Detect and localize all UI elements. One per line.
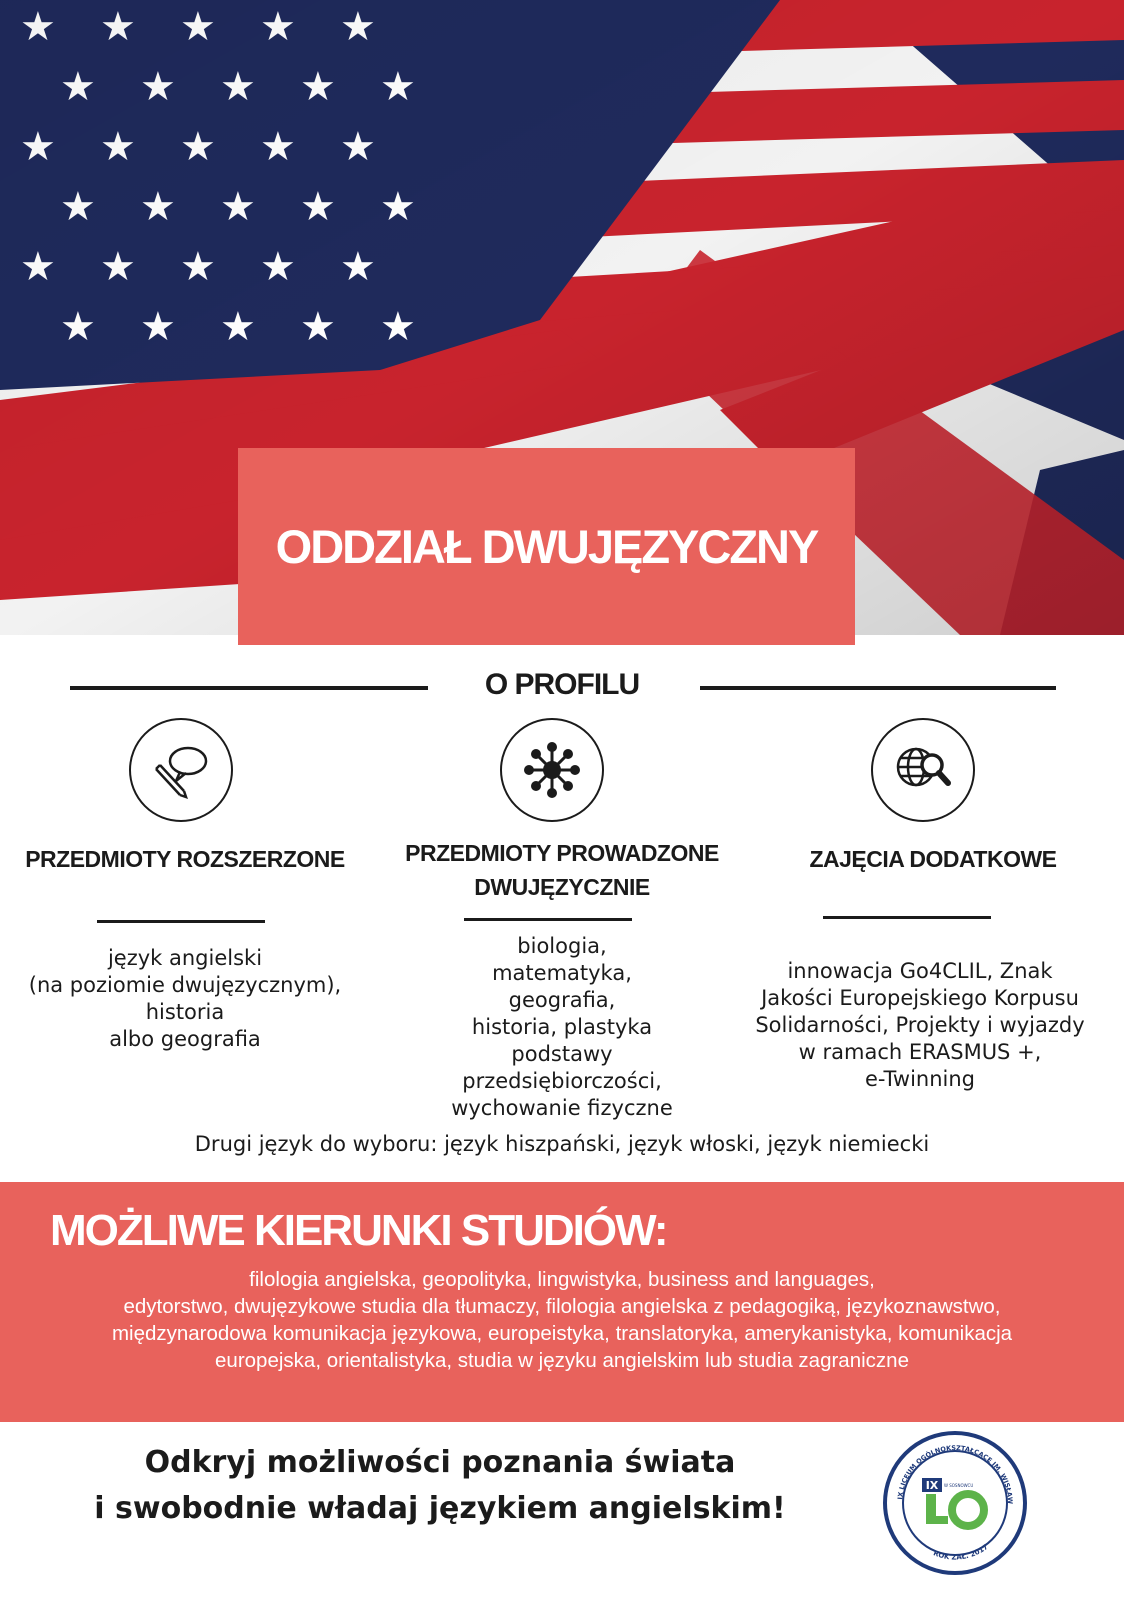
studies-list: filologia angielska, geopolityka, lingwistyka, business and languages, edytorstwo, dwujęzykowe studia dla tłumaczy, filologia angielska z pedagogiką, językoznawstwo, międzynarodowa komunikacja językowa, europeistyka, translatoryka, amerykanistyka, komunikacja europejska, orientalistyka, studia w języku angielskim lub studia zagraniczne xyxy=(111,1268,1013,1372)
divider-left xyxy=(70,686,428,690)
globe-magnifier-icon xyxy=(871,718,975,822)
svg-text:LO: LO xyxy=(955,1570,957,1571)
divider-right xyxy=(700,686,1056,690)
speech-bubble-pen-icon xyxy=(129,718,233,822)
page-title: ODDZIAŁ DWUJĘZYCZNY xyxy=(275,520,818,573)
studies-title: MOŻLIWE KIERUNKI STUDIÓW: xyxy=(50,1206,667,1255)
title-banner xyxy=(238,448,855,645)
svg-text:W SOSNOWCU: W SOSNOWCU xyxy=(944,1483,974,1488)
svg-text:ROK ZAŁ. 2017: ROK ZAŁ. 2017 xyxy=(932,1542,990,1562)
column-text-extended: język angielski (na poziomie dwujęzycznym), historia albo geografia xyxy=(28,946,342,1051)
svg-text:IX LICEUM OGÓLNOKSZTAŁCĄCE IM.: IX LICEUM OGÓLNOKSZTAŁCĄCE IM. WISŁAW xyxy=(896,1443,1015,1505)
column-divider xyxy=(97,920,265,923)
column-heading-extended: PRZEDMIOTY ROZSZERZONE xyxy=(25,846,345,872)
section-heading: O PROFILU xyxy=(484,668,640,701)
column-heading-extra: ZAJĘCIA DODATKOWE xyxy=(809,846,1057,872)
column-divider xyxy=(464,918,632,921)
column-text-extra: innowacja Go4CLIL, Znak Jakości Europejskiego Korpusu Solidarności, Projekty i wyjazdy w ramach ERASMUS +, e-Twinning xyxy=(755,959,1085,1091)
svg-text:IX: IX xyxy=(925,1479,939,1492)
column-heading-bilingual: PRZEDMIOTY PROWADZONE DWUJĘZYCZNIE xyxy=(405,840,719,900)
closing-slogan: Odkryj możliwości poznania świata i swobodnie władaj językiem angielskim! xyxy=(94,1445,786,1526)
school-logo xyxy=(882,1430,1028,1576)
second-language-note: Drugi język do wyboru: język hiszpański, język włoski, język niemiecki xyxy=(194,1132,930,1156)
column-divider xyxy=(823,916,991,919)
column-text-bilingual: biologia, matematyka, geografia, historia, plastyka podstawy przedsiębiorczości, wychowanie fizyczne xyxy=(451,934,673,1120)
molecule-network-icon xyxy=(500,718,604,822)
